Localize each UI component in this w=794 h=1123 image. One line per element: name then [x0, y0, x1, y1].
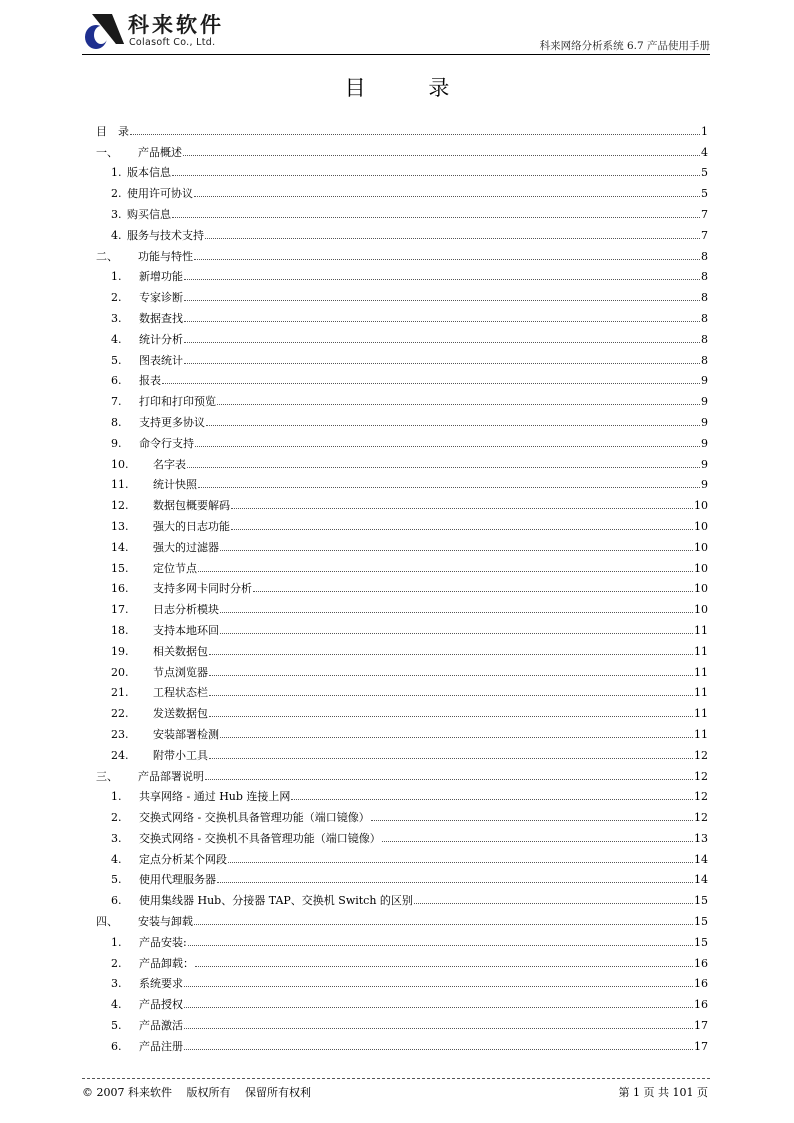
toc-entry[interactable]: [96, 679, 708, 700]
toc-entry-page: 8: [701, 270, 708, 284]
toc-entry-page: 4: [701, 145, 708, 159]
toc-entry-page: 9: [701, 415, 708, 429]
toc-entry-number: 2.: [111, 811, 122, 825]
toc-entry-number: 2.: [111, 956, 122, 970]
toc-entry[interactable]: [96, 367, 708, 388]
toc-entry-label: 购买信息: [127, 207, 171, 221]
toc-entry-page: 11: [694, 665, 708, 679]
colasoft-logo-icon: [82, 10, 126, 50]
logo-english-name: Colasoft Co., Ltd.: [129, 37, 216, 48]
toc-dot-leader: [382, 840, 693, 842]
toc-entry-label: 安装部署检测: [153, 727, 219, 741]
toc-entry-label: 附带小工具: [153, 748, 208, 762]
toc-entry-number: 1.: [111, 790, 122, 804]
toc-entry-number: 13.: [111, 519, 129, 533]
copyright-text: © 2007 科来软件: [82, 1086, 172, 1099]
toc-entry[interactable]: [96, 720, 708, 741]
toc-entry[interactable]: [96, 346, 708, 367]
toc-entry-number: 3.: [111, 311, 122, 325]
toc-entry[interactable]: [96, 450, 708, 471]
footer-page-info: 第 1 页 共 101 页: [618, 1086, 708, 1099]
toc-dot-leader: [209, 694, 693, 696]
toc-entry-page: 5: [701, 187, 708, 201]
toc-entry-number: 18.: [111, 623, 129, 637]
toc-entry-label: 交换式网络 - 交换机具备管理功能（端口镜像）: [139, 811, 370, 825]
toc-entry-page: 10: [694, 603, 708, 617]
toc-entry[interactable]: [96, 907, 708, 928]
toc-entry-number: 12.: [111, 499, 129, 513]
toc-entry-number: 17.: [111, 603, 129, 617]
toc-entry-label: 使用许可协议: [127, 187, 193, 201]
toc-entry[interactable]: [96, 616, 708, 637]
toc-entry-label: 产品授权: [139, 998, 183, 1012]
toc-entry-label: 数据查找: [139, 311, 183, 325]
toc-entry[interactable]: [96, 949, 708, 970]
toc-entry[interactable]: [96, 575, 708, 596]
toc-entry[interactable]: [96, 824, 708, 845]
toc-entry-page: 8: [701, 332, 708, 346]
toc-entry-page: 9: [701, 395, 708, 409]
toc-entry[interactable]: [96, 471, 708, 492]
toc-entry-number: 6.: [111, 894, 122, 908]
toc-entry-number: 20.: [111, 665, 129, 679]
toc-entry-page: 14: [694, 852, 708, 866]
toc-dot-leader: [414, 902, 693, 904]
toc-entry-label: 工程状态栏: [153, 686, 208, 700]
toc-entry-number: 11.: [111, 478, 129, 492]
table-of-contents: [96, 117, 708, 1053]
toc-entry-page: 5: [701, 166, 708, 180]
toc-entry-number: 5.: [111, 353, 122, 367]
toc-entry-page: 12: [694, 790, 708, 804]
toc-entry-number: 9.: [111, 436, 122, 450]
toc-dot-leader: [184, 341, 700, 343]
toc-dot-leader: [184, 278, 700, 280]
toc-entry[interactable]: [96, 554, 708, 575]
toc-entry-number: 四、: [96, 915, 118, 929]
header-divider: [82, 54, 710, 55]
toc-dot-leader: [220, 736, 693, 738]
toc-entry-label: 打印和打印预览: [139, 395, 216, 409]
toc-entry-number: 23.: [111, 727, 129, 741]
toc-entry[interactable]: [96, 159, 708, 180]
toc-entry-label: 产品卸载：: [139, 956, 194, 970]
toc-dot-leader: [187, 466, 700, 468]
toc-entry-page: 11: [694, 686, 708, 700]
toc-entry-label: 版本信息: [127, 166, 171, 180]
toc-dot-leader: [209, 674, 693, 676]
toc-dot-leader: [231, 507, 693, 509]
toc-entry-number: 4.: [111, 852, 122, 866]
toc-entry[interactable]: [96, 408, 708, 429]
toc-entry-page: 14: [694, 873, 708, 887]
rights-text-2: 保留所有权利: [245, 1086, 311, 1099]
toc-entry-page: 12: [694, 748, 708, 762]
toc-dot-leader: [198, 486, 700, 488]
toc-entry-label: 统计分析: [139, 332, 183, 346]
logo-chinese-name: 科来软件: [128, 13, 224, 37]
toc-entry[interactable]: [96, 637, 708, 658]
toc-dot-leader: [209, 715, 693, 717]
toc-entry[interactable]: [96, 928, 708, 949]
toc-dot-leader: [184, 320, 700, 322]
toc-dot-leader: [209, 757, 693, 759]
toc-dot-leader: [162, 382, 700, 384]
toc-entry-number: 二、: [96, 249, 118, 263]
toc-dot-leader: [205, 778, 693, 780]
toc-dot-leader: [183, 154, 700, 156]
toc-dot-leader: [209, 653, 693, 655]
footer-copyright: [82, 1084, 322, 1100]
toc-entry-label: 发送数据包: [153, 707, 208, 721]
toc-dot-leader: [220, 549, 693, 551]
toc-entry-label: 统计快照: [153, 478, 197, 492]
rights-text-1: 版权所有: [186, 1086, 231, 1099]
toc-entry-number: 10.: [111, 457, 129, 471]
toc-entry[interactable]: [96, 970, 708, 991]
toc-entry-page: 9: [701, 374, 708, 388]
toc-entry-page: 15: [694, 935, 708, 949]
toc-entry-number: 一、: [96, 145, 118, 159]
toc-dot-leader: [198, 570, 693, 572]
toc-entry-page: 12: [694, 811, 708, 825]
toc-entry-page: 8: [701, 311, 708, 325]
toc-entry-number: 4.: [111, 332, 122, 346]
toc-entry-page: 7: [701, 207, 708, 221]
toc-entry[interactable]: [96, 990, 708, 1011]
toc-entry-page: 11: [694, 623, 708, 637]
toc-entry[interactable]: [96, 387, 708, 408]
toc-dot-leader: [220, 632, 693, 634]
toc-entry-label: 产品部署说明: [138, 769, 204, 783]
toc-entry-label: 产品注册: [139, 1039, 183, 1053]
toc-entry-number: 1.: [111, 270, 122, 284]
toc-entry-label: 名字表: [153, 457, 186, 471]
toc-entry-page: 10: [694, 561, 708, 575]
toc-entry[interactable]: [96, 886, 708, 907]
toc-entry-number: 3.: [111, 831, 122, 845]
toc-entry-label: 节点浏览器: [153, 665, 208, 679]
footer-divider: [82, 1078, 710, 1079]
toc-entry[interactable]: [96, 242, 708, 263]
toc-entry-page: 15: [694, 894, 708, 908]
toc-entry[interactable]: [96, 179, 708, 200]
toc-entry-page: 17: [694, 1039, 708, 1053]
toc-entry[interactable]: [96, 845, 708, 866]
toc-entry-label: 产品激活: [139, 1019, 183, 1033]
toc-entry-number: 19.: [111, 644, 129, 658]
toc-entry-label: 图表统计: [139, 353, 183, 367]
toc-entry-label: 使用代理服务器: [139, 873, 216, 887]
toc-entry-label: 报表: [139, 374, 161, 388]
toc-entry-label: 支持更多协议: [139, 415, 205, 429]
toc-dot-leader: [291, 798, 693, 800]
toc-dot-leader: [184, 299, 700, 301]
toc-dot-leader: [220, 611, 693, 613]
toc-entry[interactable]: [96, 263, 708, 284]
toc-entry[interactable]: [96, 283, 708, 304]
toc-dot-leader: [172, 216, 700, 218]
toc-entry-label: 专家诊断: [139, 291, 183, 305]
toc-entry-label: 使用集线器 Hub、分接器 TAP、交换机 Switch 的区别: [139, 894, 413, 908]
toc-entry-page: 16: [694, 977, 708, 991]
toc-entry-number: 1.: [111, 166, 122, 180]
toc-dot-leader: [184, 1006, 693, 1008]
toc-entry-page: 16: [694, 956, 708, 970]
toc-entry-label: 数据包概要解码: [153, 499, 230, 513]
toc-entry-page: 9: [701, 478, 708, 492]
toc-entry-label: 系统要求: [139, 977, 183, 991]
toc-entry-number: 22.: [111, 707, 129, 721]
toc-dot-leader: [130, 133, 700, 135]
toc-entry-label: 支持多网卡同时分析: [153, 582, 252, 596]
toc-entry-number: 21.: [111, 686, 129, 700]
toc-entry-page: 10: [694, 582, 708, 596]
toc-entry-number: 2.: [111, 187, 122, 201]
toc-entry[interactable]: [96, 491, 708, 512]
toc-dot-leader: [253, 590, 693, 592]
toc-entry-label: 定点分析某个网段: [139, 852, 227, 866]
toc-entry-number: 3.: [111, 207, 122, 221]
toc-entry[interactable]: [96, 325, 708, 346]
toc-entry-label: 产品概述: [138, 145, 182, 159]
toc-entry-number: 16.: [111, 582, 129, 596]
toc-entry-label: 支持本地环回: [153, 623, 219, 637]
toc-entry-number: 1.: [111, 935, 122, 949]
toc-entry-page: 8: [701, 291, 708, 305]
toc-entry-page: 11: [694, 727, 708, 741]
toc-dot-leader: [184, 362, 700, 364]
toc-entry-label: 日志分析模块: [153, 603, 219, 617]
toc-entry[interactable]: [96, 803, 708, 824]
toc-dot-leader: [184, 1048, 693, 1050]
page-header: [82, 8, 710, 54]
toc-entry-number: 3.: [111, 977, 122, 991]
toc-entry[interactable]: [96, 512, 708, 533]
toc-dot-leader: [194, 258, 700, 260]
toc-entry-page: 9: [701, 457, 708, 471]
toc-entry-number: 4.: [111, 228, 122, 242]
toc-entry-number: 目 录: [96, 124, 129, 138]
toc-dot-leader: [228, 861, 693, 863]
toc-entry-number: 6.: [111, 1039, 122, 1053]
toc-entry[interactable]: [96, 533, 708, 554]
toc-dot-leader: [205, 237, 700, 239]
toc-entry[interactable]: [96, 741, 708, 762]
toc-entry[interactable]: [96, 866, 708, 887]
toc-entry[interactable]: [96, 658, 708, 679]
toc-dot-leader: [217, 403, 700, 405]
toc-entry-label: 相关数据包: [153, 644, 208, 658]
toc-entry-label: 共享网络 - 通过 Hub 连接上网: [139, 790, 291, 804]
toc-entry-label: 安装与卸载: [138, 915, 193, 929]
toc-entry-label: 定位节点: [153, 561, 197, 575]
toc-entry-page: 11: [694, 707, 708, 721]
toc-entry-number: 24.: [111, 748, 129, 762]
toc-entry-number: 15.: [111, 561, 129, 575]
toc-entry-page: 12: [694, 769, 708, 783]
document-title: 科来网络分析系统 6.7 产品使用手册: [539, 40, 710, 52]
toc-entry-page: 13: [694, 831, 708, 845]
toc-entry[interactable]: [96, 595, 708, 616]
toc-dot-leader: [231, 528, 693, 530]
toc-entry-label: 强大的日志功能: [153, 519, 230, 533]
toc-entry-page: 17: [694, 1019, 708, 1033]
toc-entry-number: 4.: [111, 998, 122, 1012]
toc-entry-label: 产品安装:: [139, 935, 187, 949]
toc-dot-leader: [172, 174, 700, 176]
toc-dot-leader: [184, 1027, 693, 1029]
toc-entry-number: 三、: [96, 769, 118, 783]
toc-entry-page: 8: [701, 353, 708, 367]
toc-entry-number: 5.: [111, 873, 122, 887]
toc-dot-leader: [195, 965, 693, 967]
toc-entry-page: 9: [701, 436, 708, 450]
toc-entry-number: 14.: [111, 540, 129, 554]
toc-entry[interactable]: [96, 429, 708, 450]
toc-entry-page: 10: [694, 540, 708, 554]
toc-entry[interactable]: [96, 699, 708, 720]
toc-entry-number: 5.: [111, 1019, 122, 1033]
toc-entry-label: 交换式网络 - 交换机不具备管理功能（端口镜像）: [139, 831, 381, 845]
toc-entry-number: 2.: [111, 291, 122, 305]
toc-entry[interactable]: [96, 221, 708, 242]
toc-entry-page: 1: [701, 124, 708, 138]
toc-entry-page: 8: [701, 249, 708, 263]
toc-dot-leader: [195, 445, 700, 447]
toc-entry-label: 新增功能: [139, 270, 183, 284]
toc-dot-leader: [194, 195, 700, 197]
toc-entry[interactable]: [96, 138, 708, 159]
toc-entry[interactable]: [96, 304, 708, 325]
toc-entry-page: 11: [694, 644, 708, 658]
toc-heading: 目 录: [344, 76, 478, 100]
toc-dot-leader: [371, 819, 693, 821]
toc-entry-number: 8.: [111, 415, 122, 429]
toc-entry-number: 7.: [111, 395, 122, 409]
toc-entry-page: 10: [694, 499, 708, 513]
toc-entry[interactable]: [96, 783, 708, 804]
toc-entry[interactable]: [96, 200, 708, 221]
toc-entry-label: 功能与特性: [138, 249, 193, 263]
toc-entry-page: 15: [694, 915, 708, 929]
toc-entry-label: 强大的过滤器: [153, 540, 219, 554]
toc-entry-page: 10: [694, 519, 708, 533]
toc-entry-label: 命令行支持: [139, 436, 194, 450]
toc-entry-number: 6.: [111, 374, 122, 388]
toc-entry[interactable]: [96, 762, 708, 783]
toc-dot-leader: [206, 424, 700, 426]
toc-dot-leader: [184, 985, 693, 987]
toc-entry-label: 服务与技术支持: [127, 228, 204, 242]
toc-dot-leader: [188, 944, 693, 946]
toc-entry[interactable]: [96, 1032, 708, 1053]
toc-entry-page: 16: [694, 998, 708, 1012]
toc-entry[interactable]: [96, 117, 708, 138]
toc-dot-leader: [217, 881, 693, 883]
toc-entry[interactable]: [96, 1011, 708, 1032]
toc-dot-leader: [194, 923, 693, 925]
toc-entry-page: 7: [701, 228, 708, 242]
